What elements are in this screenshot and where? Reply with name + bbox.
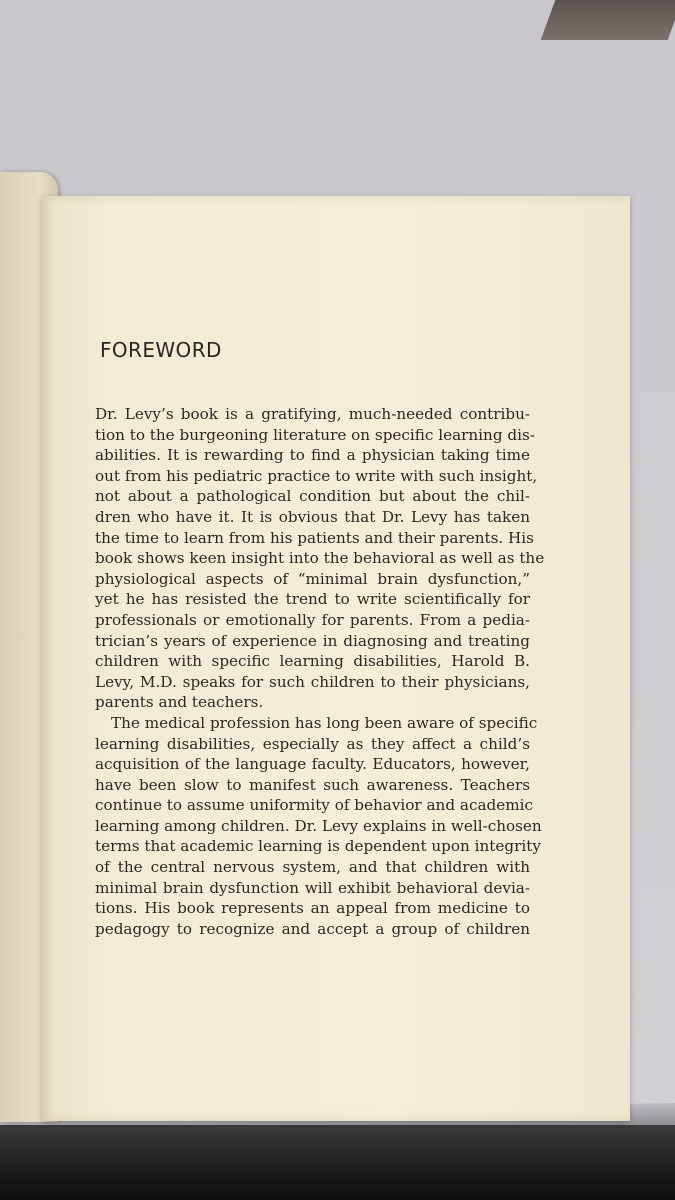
text-line: have been slow to manifest such awareness. Teachers <box>95 775 530 794</box>
text-line: pedagogy to recognize and accept a group of children <box>95 919 530 938</box>
text-line: continue to assume uniformity of behavior and academic <box>95 796 533 815</box>
text-line: yet he has resisted the trend to write scientifically for <box>95 590 530 609</box>
text-line: Levy, M.D. speaks for such children to their physicians, <box>95 672 530 691</box>
text-line: of the central nervous system, and that children with <box>95 858 530 877</box>
text-line: tion to the burgeoning literature on specific learning dis- <box>95 425 535 444</box>
page-title: FOREWORD <box>100 338 222 362</box>
text-line: Dr. Levy’s book is a gratifying, much-needed contribu- <box>95 405 530 423</box>
text-line: not about a pathological condition but about the chil- <box>95 487 530 506</box>
text-line: dren who have it. It is obvious that Dr. Levy has taken <box>95 507 530 526</box>
text-line: children with specific learning disabilities, Harold B. <box>95 652 530 671</box>
text-line: learning among children. Dr. Levy explains in well-chosen <box>95 816 542 835</box>
text-line: book shows keen insight into the behavioral as well as the <box>95 549 545 568</box>
text-line: physiological aspects of “minimal brain dysfunction,” <box>95 569 530 588</box>
text-line: minimal brain dysfunction will exhibit behavioral devia- <box>95 878 530 897</box>
text-line: acquisition of the language faculty. Educators, however, <box>95 755 530 774</box>
text-line: abilities. It is rewarding to find a physician taking time <box>95 446 530 465</box>
text-line: tions. His book represents an appeal from medicine to <box>95 899 530 918</box>
text-line: The medical profession has long been aware of specific <box>111 713 538 732</box>
text-line: professionals or emotionally for parents. From a pedia- <box>95 610 530 629</box>
text-line: terms that academic learning is dependent upon integrity <box>95 837 541 856</box>
foreword-body <box>95 404 545 939</box>
text-line: learning disabilities, especially as they affect a child’s <box>95 734 530 753</box>
desk-shadow <box>0 1125 675 1200</box>
text-line: parents and teachers. <box>95 693 264 712</box>
text-line: trician’s years of experience in diagnosing and treating <box>95 631 530 650</box>
text-line: out from his pediatric practice to write with such insight, <box>95 466 538 485</box>
background-object <box>541 0 675 40</box>
text-line: the time to learn from his patients and their parents. His <box>95 528 534 547</box>
